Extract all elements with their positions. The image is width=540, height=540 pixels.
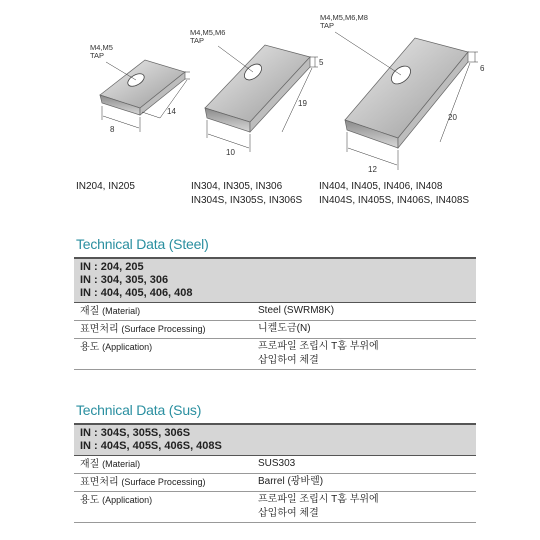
tap-label-2a: M4,M5,M6 xyxy=(190,28,226,37)
sus-section-title: Technical Data (Sus) xyxy=(76,402,202,418)
dim-height-3: 6 xyxy=(480,64,485,73)
dim-height-2: 5 xyxy=(319,58,324,67)
model-line: IN204, IN205 xyxy=(76,181,135,192)
tap-label-1a: M4,M5 xyxy=(90,43,113,52)
spec-key: 재질 (Material) xyxy=(80,306,141,317)
spec-key: 용도 (Application) xyxy=(80,495,153,506)
spec-key: 표면처리 (Surface Processing) xyxy=(80,477,206,488)
tap-label-1b: TAP xyxy=(90,51,105,60)
model-range: IN : 404, 405, 406, 408 xyxy=(80,287,193,299)
model-range: IN : 404S, 405S, 406S, 408S xyxy=(80,440,222,452)
spec-row-application xyxy=(74,492,476,523)
model-list-1 xyxy=(76,180,135,194)
steel-spec-table xyxy=(74,257,476,370)
dim-length-2: 19 xyxy=(298,99,307,108)
tap-label-3b: TAP xyxy=(320,21,335,30)
dim-width-1: 8 xyxy=(110,125,115,134)
model-range: IN : 304S, 305S, 306S xyxy=(80,427,191,439)
spec-value: Steel (SWRM8K) xyxy=(258,305,335,316)
spec-value: 니켈도금(N) xyxy=(258,323,311,334)
spec-key: 표면처리 (Surface Processing) xyxy=(80,324,206,335)
spec-row-material xyxy=(74,303,476,321)
t-nut-large xyxy=(335,32,478,170)
model-list-3 xyxy=(319,180,469,208)
model-list-2 xyxy=(191,180,302,208)
dim-length-1: 14 xyxy=(167,107,176,116)
spec-value: SUS303 xyxy=(258,458,296,469)
model-line: IN404, IN405, IN406, IN408 xyxy=(319,181,443,192)
steel-section-title: Technical Data (Steel) xyxy=(76,236,209,252)
sus-model-header xyxy=(74,423,476,456)
model-line: IN304, IN305, IN306 xyxy=(191,181,283,192)
dim-width-2: 10 xyxy=(226,148,235,157)
tap-label-2b: TAP xyxy=(190,36,205,45)
spec-value: 프로파일 조립시 T홈 부위에 삽입하여 체결 xyxy=(258,494,379,519)
model-range: IN : 304, 305, 306 xyxy=(80,274,169,286)
steel-model-header xyxy=(74,257,476,303)
dim-length-3: 20 xyxy=(448,113,457,122)
t-nut-small xyxy=(100,60,190,132)
spec-value: Barrel (광바렐) xyxy=(258,476,324,487)
spec-row-surface xyxy=(74,321,476,339)
spec-key: 용도 (Application) xyxy=(80,342,153,353)
model-line: IN404S, IN405S, IN406S, IN408S xyxy=(319,195,470,206)
model-line: IN304S, IN305S, IN306S xyxy=(191,195,303,206)
spec-row-application xyxy=(74,339,476,370)
tap-label-3a: M4,M5,M6,M8 xyxy=(320,13,368,22)
sus-spec-table xyxy=(74,423,476,523)
dim-width-3: 12 xyxy=(368,165,377,174)
spec-key: 재질 (Material) xyxy=(80,459,141,470)
spec-row-material xyxy=(74,456,476,474)
spec-row-surface xyxy=(74,474,476,492)
model-range: IN : 204, 205 xyxy=(80,261,144,273)
spec-value: 프로파일 조립시 T홈 부위에 삽입하여 체결 xyxy=(258,341,379,366)
